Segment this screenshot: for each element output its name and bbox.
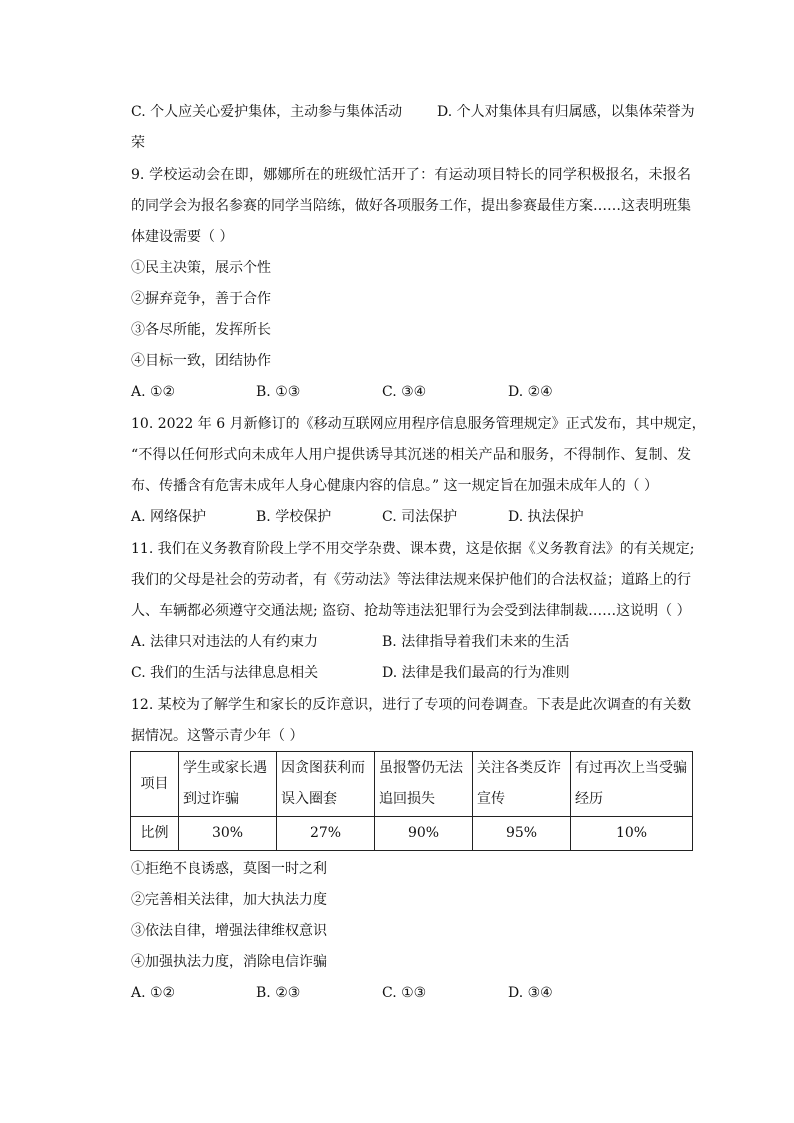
q12-option-c: C. ①③ [382,985,427,1001]
table-cell: 30% [179,817,277,851]
q8-option-d-continued: 荣 [131,135,145,151]
q11-stem-line-3: 人、车辆都必须遵守交通法规; 盗窃、抢劫等违法犯罪行为会受到法律制裁……这说明（ ） [131,603,691,619]
q12-option-d: D. ③④ [508,985,553,1001]
q9-stem-line-3: 体建设需要（ ） [131,229,234,245]
q9-option-c: C. ③④ [382,384,427,400]
q11-stem-line-1: 11. 我们在义务教育阶段上学不用交学杂费、课本费，这是依据《义务教育法》的有关规定; [131,541,695,557]
q9-item-3: ③各尽所能，发挥所长 [131,322,271,338]
table-header-cell: 学生或家长遇到过诈骗 [179,752,277,817]
table-cell: 10% [571,817,693,851]
q9-option-b: B. ①③ [256,384,301,400]
q9-item-4: ④目标一致，团结协作 [131,353,271,369]
q9-item-1: ①民主决策，展示个性 [131,260,271,276]
q11-option-b: B. 法律指导着我们未来的生活 [382,634,570,650]
q10-option-d: D. 执法保护 [508,509,584,525]
table-cell: 27% [277,817,375,851]
table-data-label: 比例 [131,817,179,851]
q12-stem-line-1: 12. 某校为了解学生和家长的反诈意识，进行了专项的问卷调查。下表是此次调查的有关数 [131,697,691,713]
table-cell: 95% [473,817,571,851]
q9-option-d: D. ②④ [508,384,553,400]
q12-stem-line-2: 据情况。这警示青少年（ ） [131,728,304,744]
q9-stem-line-1: 9. 学校运动会在即，娜娜所在的班级忙活开了：有运动项目特长的同学积极报名，未报名 [131,167,691,183]
q12-item-1: ①拒绝不良诱惑，莫图一时之利 [131,861,327,877]
survey-table [130,751,693,851]
table-row [131,817,693,851]
q10-stem-line-1: 10. 2022 年 6 月新修订的《移动互联网应用程序信息服务管理规定》正式发布，其中规定， [131,416,706,432]
q9-item-2: ②摒弃竞争，善于合作 [131,291,271,307]
q12-item-3: ③依法自律，增强法律维权意识 [131,923,327,939]
table-header-cell: 关注各类反诈宣传 [473,752,571,817]
q10-stem-line-3: 布、传播含有危害未成年人身心健康内容的信息。” 这一规定旨在加强未成年人的（ ） [131,478,659,494]
q12-option-b: B. ②③ [256,985,301,1001]
q12-item-4: ④加强执法力度，消除电信诈骗 [131,954,327,970]
table-header-cell: 因贪图获利而误入圈套 [277,752,375,817]
q12-item-2: ②完善相关法律，加大执法力度 [131,892,327,908]
q9-stem-line-2: 的同学会为报名参赛的同学当陪练，做好各项服务工作，提出参赛最佳方案……这表明班集 [131,198,691,214]
q9-option-a: A. ①② [131,384,176,400]
q8-option-d: D. 个人对集体具有归属感，以集体荣誉为 [437,104,695,120]
table-header-row [131,752,693,817]
q10-option-c: C. 司法保护 [382,509,458,525]
table-header-cell: 虽报警仍无法追回损失 [375,752,473,817]
q10-stem-line-2: “不得以任何形式向未成年人用户提供诱导其沉迷的相关产品和服务，不得制作、复制、发 [131,447,691,463]
q10-option-b: B. 学校保护 [256,509,332,525]
q11-stem-line-2: 我们的父母是社会的劳动者，有《劳动法》等法律法规来保护他们的合法权益；道路上的行 [131,572,691,588]
q11-option-a: A. 法律只对违法的人有约束力 [131,634,319,650]
table-row-header: 项目 [131,752,179,817]
table-header-cell: 有过再次上当受骗经历 [571,752,693,817]
q11-option-c: C. 我们的生活与法律息息相关 [131,665,319,681]
q12-option-a: A. ①② [131,985,176,1001]
table-cell: 90% [375,817,473,851]
q11-option-d: D. 法律是我们最高的行为准则 [382,665,570,681]
q10-option-a: A. 网络保护 [131,509,207,525]
q8-option-c: C. 个人应关心爱护集体，主动参与集体活动 [131,104,403,120]
